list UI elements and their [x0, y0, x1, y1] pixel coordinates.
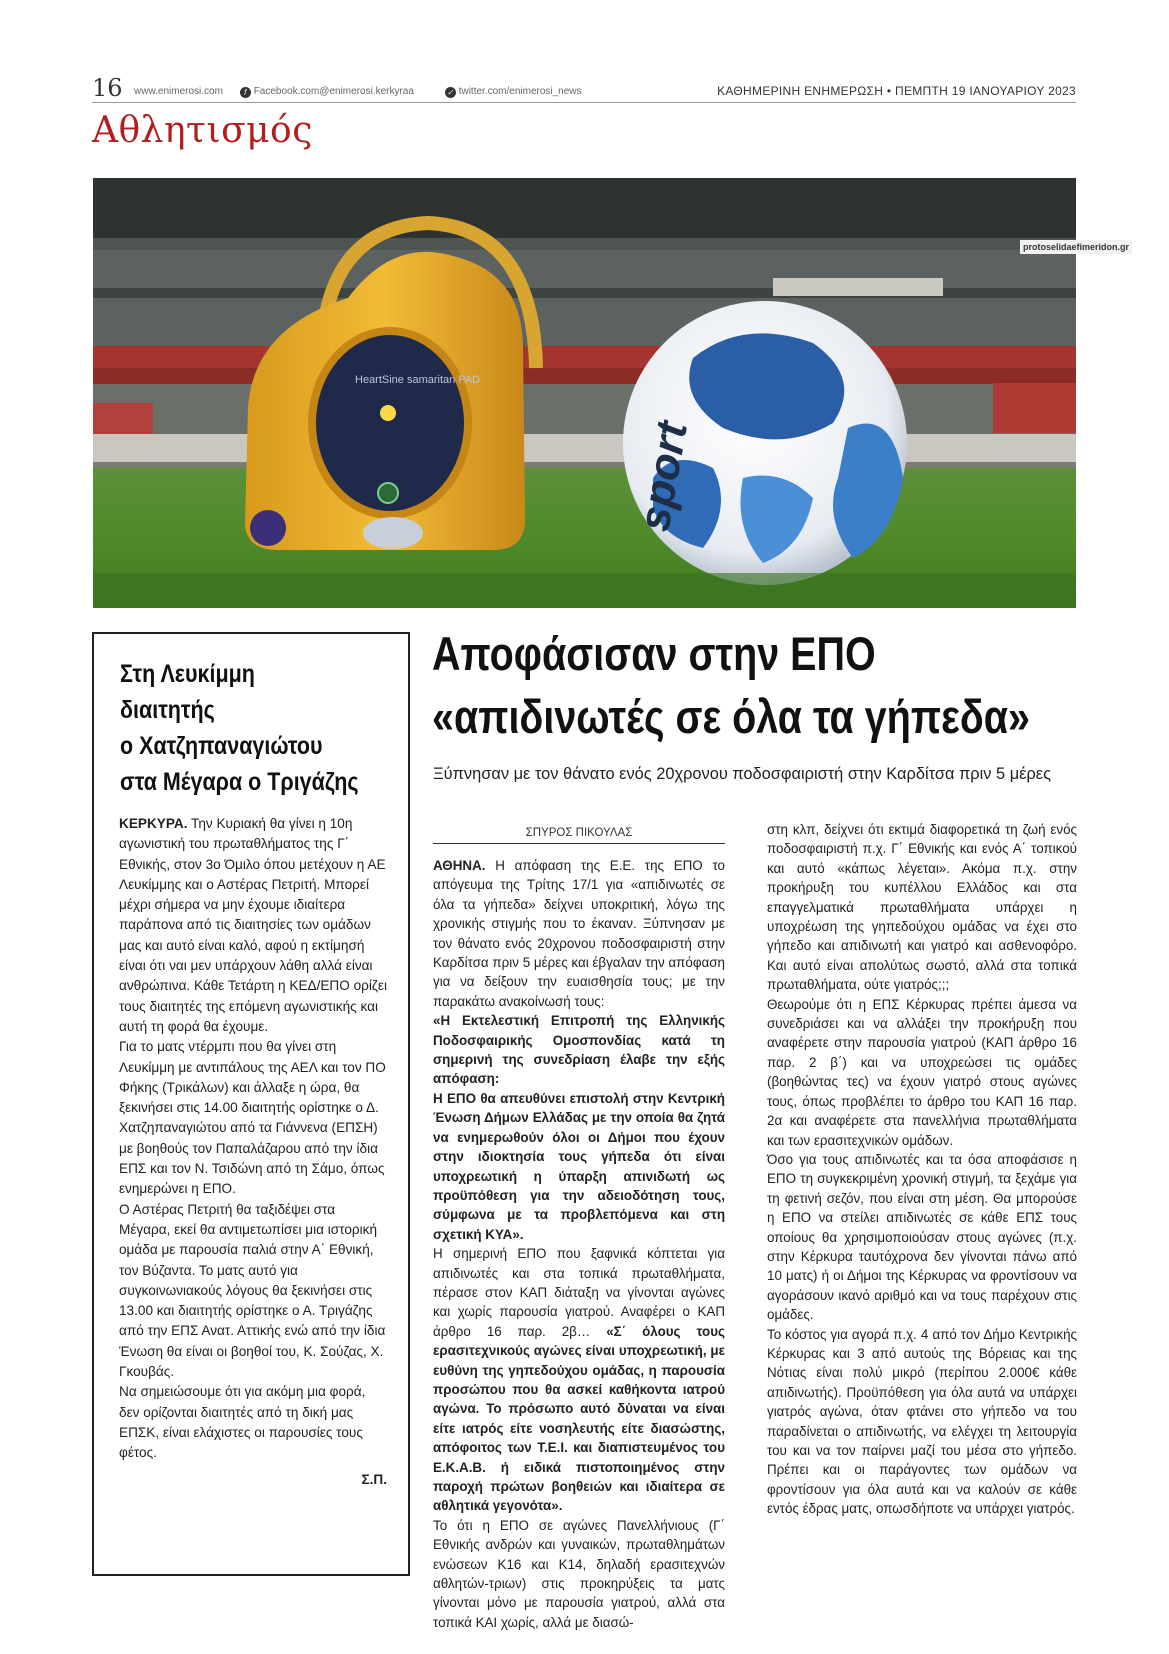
article-paragraph: Θεωρούμε ότι η ΕΠΣ Κέρκυρας πρέπει άμεσα να συνεδριάσει και να αλλάξει την προκήρυξη που αναφέρετε στην παρουσία γιατρού (ΚΑΠ άρθρο 16 παρ. 2 β΄) και να υποχρεώσει τις ομάδες (βοηθώντας τες) να έχουν γιατρό στους αγώνες τους, όπως προβλέπει το άρθρο του ΚΑΠ 16 παρ. 2α και αναφέρετε στα πανελλήνια πρωταθλήματα και των ερασιτεχνικών ομάδων.: [767, 996, 1077, 1148]
article-paragraph: στη κλπ, δείχνει ότι εκτιμά διαφορετικά τη ζωή ενός ποδοσφαιριστή π.χ. Γ΄ Εθνικής και ενός Α΄ τοπικού και αυτό «κάπως λέγεται». Ακόμα π.χ. στην προκήρυξη του κυπέλλου Ελλάδος και στα επαγγελματικά πρωταθλήματα υπάρχει η υποχρέωση της γηπεδούχου ομάδας να έχει στο γήπεδο και απιδινωτή και γιατρό και ασθενοφόρο. Και αυτό είναι απολύτως σωστό, αλλά στα τοπικά πρωταθλήματα, ούτε γιατρός;;;: [767, 822, 1077, 993]
article-paragraph: Το ότι η ΕΠΟ σε αγώνες Πανελλήνιους (Γ΄ Εθνικής ανδρών και γυναικών, πρωταθλημάτων ενώσεων Κ16 και Κ14, δηλαδή ερασιτεχνών αθλητών-τριων) στις προκηρύξεις τα ματς γίνονται μόνο με παρουσία γιατρού, αλλά στα τοπικά ΚΑΙ χωρίς, αλλά με διασώ-: [433, 1517, 725, 1630]
sidebar-lead: ΚΕΡΚΥΡΑ.: [119, 816, 188, 831]
twitter-icon: ✓: [445, 87, 456, 98]
article-byline: ΣΠΥΡΟΣ ΠΙΚΟΥΛΑΣ: [433, 827, 725, 844]
sidebar-body: [119, 814, 387, 1490]
article-paragraph: «Η Εκτελεστική Επιτροπή της Ελληνικής Ποδοσφαιρικής Ομοσπονδίας κατά τη σημερινή της συνεδρίαση έλαβε την εξής απόφαση:: [433, 1013, 725, 1087]
page-number: 16: [92, 74, 123, 102]
sidebar-title-line: Στη Λευκίμμη: [120, 660, 255, 688]
article-headline: [432, 622, 1030, 748]
section-title: Αθλητισμός: [92, 110, 313, 151]
sidebar-paragraph: ΚΕΡΚΥΡΑ. Την Κυριακή θα γίνει η 10η αγωνιστική του πρωταθλήματος της Γ΄ Εθνικής, στον 3ο Όμιλο όπου μετέχουν η ΑΕ Λευκίμμης και ο Αστέρας Πετριτή. Μπορεί μέχρι σήμερα να μην έχουμε ιδιαίτερα παράπονα από τις διαιτησίες των ομάδων μας και αυτό είναι καλό, αφού η εκτίμησή είναι ότι ναι μεν υπάρχουν λάθη αλλά είναι ανθρώπινα. Κάθε Τετάρτη η ΚΕΔ/ΕΠΟ ορίζει τους διαιτητές της επόμενη αγωνιστικής και αυτή τη φορά θα έχουμε.: [119, 816, 387, 1034]
facebook-link[interactable]: f Facebook.com@enimerosi.kerkyraa: [240, 86, 428, 97]
page-header: [92, 74, 1076, 103]
header-links: [134, 86, 610, 98]
article-paragraph: Η ΕΠΟ θα απευθύνει επιστολή στην Κεντρική Ένωση Δήμων Ελλάδας με την οποία θα ζητά να ενημερωθούν όλοι οι Δήμοι που έχουν στην ιδιοκτησία τους γήπεδα ότι είναι υποχρεωτική η ύπαρξη απινιδωτή ως προϋπόθεση για την αδειοδότηση τους, σύμφωνα με τα προβλεπόμενα και στη σχετική ΚΥΑ».: [433, 1090, 725, 1242]
photo-illustration: [93, 178, 1076, 608]
dateline: ΚΑΘΗΜΕΡΙΝΗ ΕΝΗΜΕΡΩΣΗ • ΠΕΜΠΤΗ 19 ΙΑΝΟΥΑΡΙΟΥ 2023: [717, 84, 1076, 98]
sidebar-signature: Σ.Π.: [361, 1471, 387, 1487]
headline-line: Αποφάσισαν στην ΕΠΟ: [432, 627, 876, 680]
headline-line: «απιδινωτές σε όλα τα γήπεδα»: [432, 690, 1030, 743]
sidebar-title-line: διαιτητής: [120, 696, 215, 724]
article-paragraph: Το κόστος για αγορά π.χ. 4 από τον Δήμο Κεντρικής Κέρκυρας και 3 από αυτούς της Βόρειας και της Νότιας είναι πολύ μικρό (περίπου 2.000€ κάθε απιδινωτής). Προϋπόθεση για όλα αυτά να υπάρχει γιατρός αγώνα, όταν φτάνει στο γήπεδο να του παραδίνεται ο απιδινωτής, να ελέγχει τη λειτουργία του και να τον παίρνει μαζί του μέσα στο γήπεδο. Πρέπει και οι παράγοντες των ομάδων να φροντίσουν για όλα αυτά και να καλούν σε κάθε εντός έδρας ματς, οπωσδήποτε να υπάρχει γιατρός.: [767, 1326, 1077, 1517]
sidebar-title: [120, 656, 395, 800]
twitter-link[interactable]: ✓ twitter.com/enimerosi_news: [445, 86, 596, 97]
article-column-1: [433, 856, 725, 1632]
article-lead: ΑΘΗΝΑ.: [433, 858, 486, 873]
article-paragraph: Η σημερινή ΕΠΟ που ξαφνικά κόπτεται για απιδινωτές και στα τοπικά πρωταθλήματα, πέρασε στον ΚΑΠ διάταξη να γίνονται αγώνες και χωρίς παρουσία γιατρού. Αναφέρει ο ΚΑΠ άρθρο 16 παρ. 2β… «Σ΄ όλους τους ερασιτεχνικούς αγώνες είναι υποχρεωτική, με ευθύνη της γηπεδούχου ομάδας, η παρουσία προσώπου που θα ασκεί καθήκοντα ιατρού αγώνα. Το πρόσωπο αυτό δύναται να είναι είτε ιατρός είτε νοσηλευτής είτε διασώστης, απόφοιτος των Τ.Ε.Ι. και διαπιστευμένος του Ε.Κ.Α.Β. ή ειδικά πιστοποιημένος στην παροχή πρώτων βοηθειών και ιδιαίτερα σε αθλητικά γεγονότα».: [433, 1246, 725, 1514]
article-paragraph: Όσο για τους απιδινωτές και τα όσα αποφάσισε η ΕΠΟ τη συγκεκριμένη χρονική στιγμή, τα ξεχάμε για τη φετινή σεζόν, που είναι στη μέση. Θα μπορούσε η ΕΠΟ να στείλει απιδινωτές σε κάθε ΕΠΣ τους οποίους θα χρησιμοποιούσαν στους αγώνες (π.χ. στην Κέρκυρα ταυτόχρονα δεν γίνονται πάνω από 10 ματς) ή οι Δήμοι της Κέρκυρας να φροντίσουν να αγοράσουν ικανό αριθμό και να τους παρέχουν στις ομάδες.: [767, 1151, 1077, 1323]
defib-brand-text: HeartSine samaritan PAD: [355, 374, 481, 386]
article-photo: [93, 178, 1076, 608]
article-column-2: [767, 820, 1077, 1519]
ball-brand-text: sport: [629, 417, 697, 535]
sidebar-paragraph: Για το ματς ντέρμπι που θα γίνει στη Λευκίμμη με αντιπάλους της ΑΕΛ και τον ΠΟ Φήκης (Τρικάλων) και άλλαξε η ώρα, θα ξεκινήσει στις 14.00 διαιτητής ορίστηκε ο Δ. Χατζηπαναγιώτου από τα Γιάννενα (ΕΠΣΗ) με βοηθούς τον Παπαλάζαρου από την ίδια ΕΠΣ και τον Ν. Τσιδώνη από τη Σάμο, όπως ενημερώνει η ΕΠΟ.: [119, 1039, 386, 1197]
website-link[interactable]: www.enimerosi.com: [134, 86, 223, 97]
sidebar-title-line: ο Χατζηπαναγιώτου: [120, 732, 323, 760]
sidebar-box: [92, 632, 410, 1576]
article-paragraph: ΑΘΗΝΑ. Η απόφαση της Ε.Ε. της ΕΠΟ το απόγευμα της Τρίτης 17/1 για «απιδινωτές σε όλα τα γήπεδα» δείχνει υποκριτική, λόγω της χρονικής στιγμής που το έκαναν. Ξύπνησαν με τον θάνατο ενός 20χρονου ποδοσφαιριστή στην Καρδίτσα πριν 5 μέρες και έβγαλαν την απόφαση για να δείξουν την ευαισθησία τους; με την παρακάτω ανακοίνωσή τους:: [433, 858, 725, 1009]
watermark: protoselidaefimeridon.gr: [1020, 240, 1132, 254]
sidebar-title-line: στα Μέγαρα ο Τριγάζης: [120, 768, 359, 796]
sidebar-paragraph: Να σημειώσουμε ότι για ακόμη μια φορά, δεν ορίζονται διαιτητές από τη δική μας ΕΠΣΚ, είναι ελάχιστες οι παρουσίες τους φέτος.: [119, 1384, 366, 1461]
article-subheadline: Ξύπνησαν με τον θάνατο ενός 20χρονου ποδοσφαιριστή στην Καρδίτσα πριν 5 μέρες: [433, 765, 1051, 783]
sidebar-paragraph: Ο Αστέρας Πετριτή θα ταξιδέψει στα Μέγαρα, εκεί θα αντιμετωπίσει μια ιστορική ομάδα με παρουσία παλιά στην Α΄ Εθνική, τον Βύζαντα. Το ματς αυτό για συγκοινωνιακούς λόγους θα ξεκινήσει στις 13.00 και διαιτητής ορίστηκε ο Α. Τριγάζης από την ΕΠΣ Ανατ. Αττικής ενώ από την ίδια Ένωση θα είναι οι βοηθοί του, Κ. Σούζας, Χ. Γκουβάς.: [119, 1201, 386, 1380]
facebook-icon: f: [240, 87, 251, 98]
